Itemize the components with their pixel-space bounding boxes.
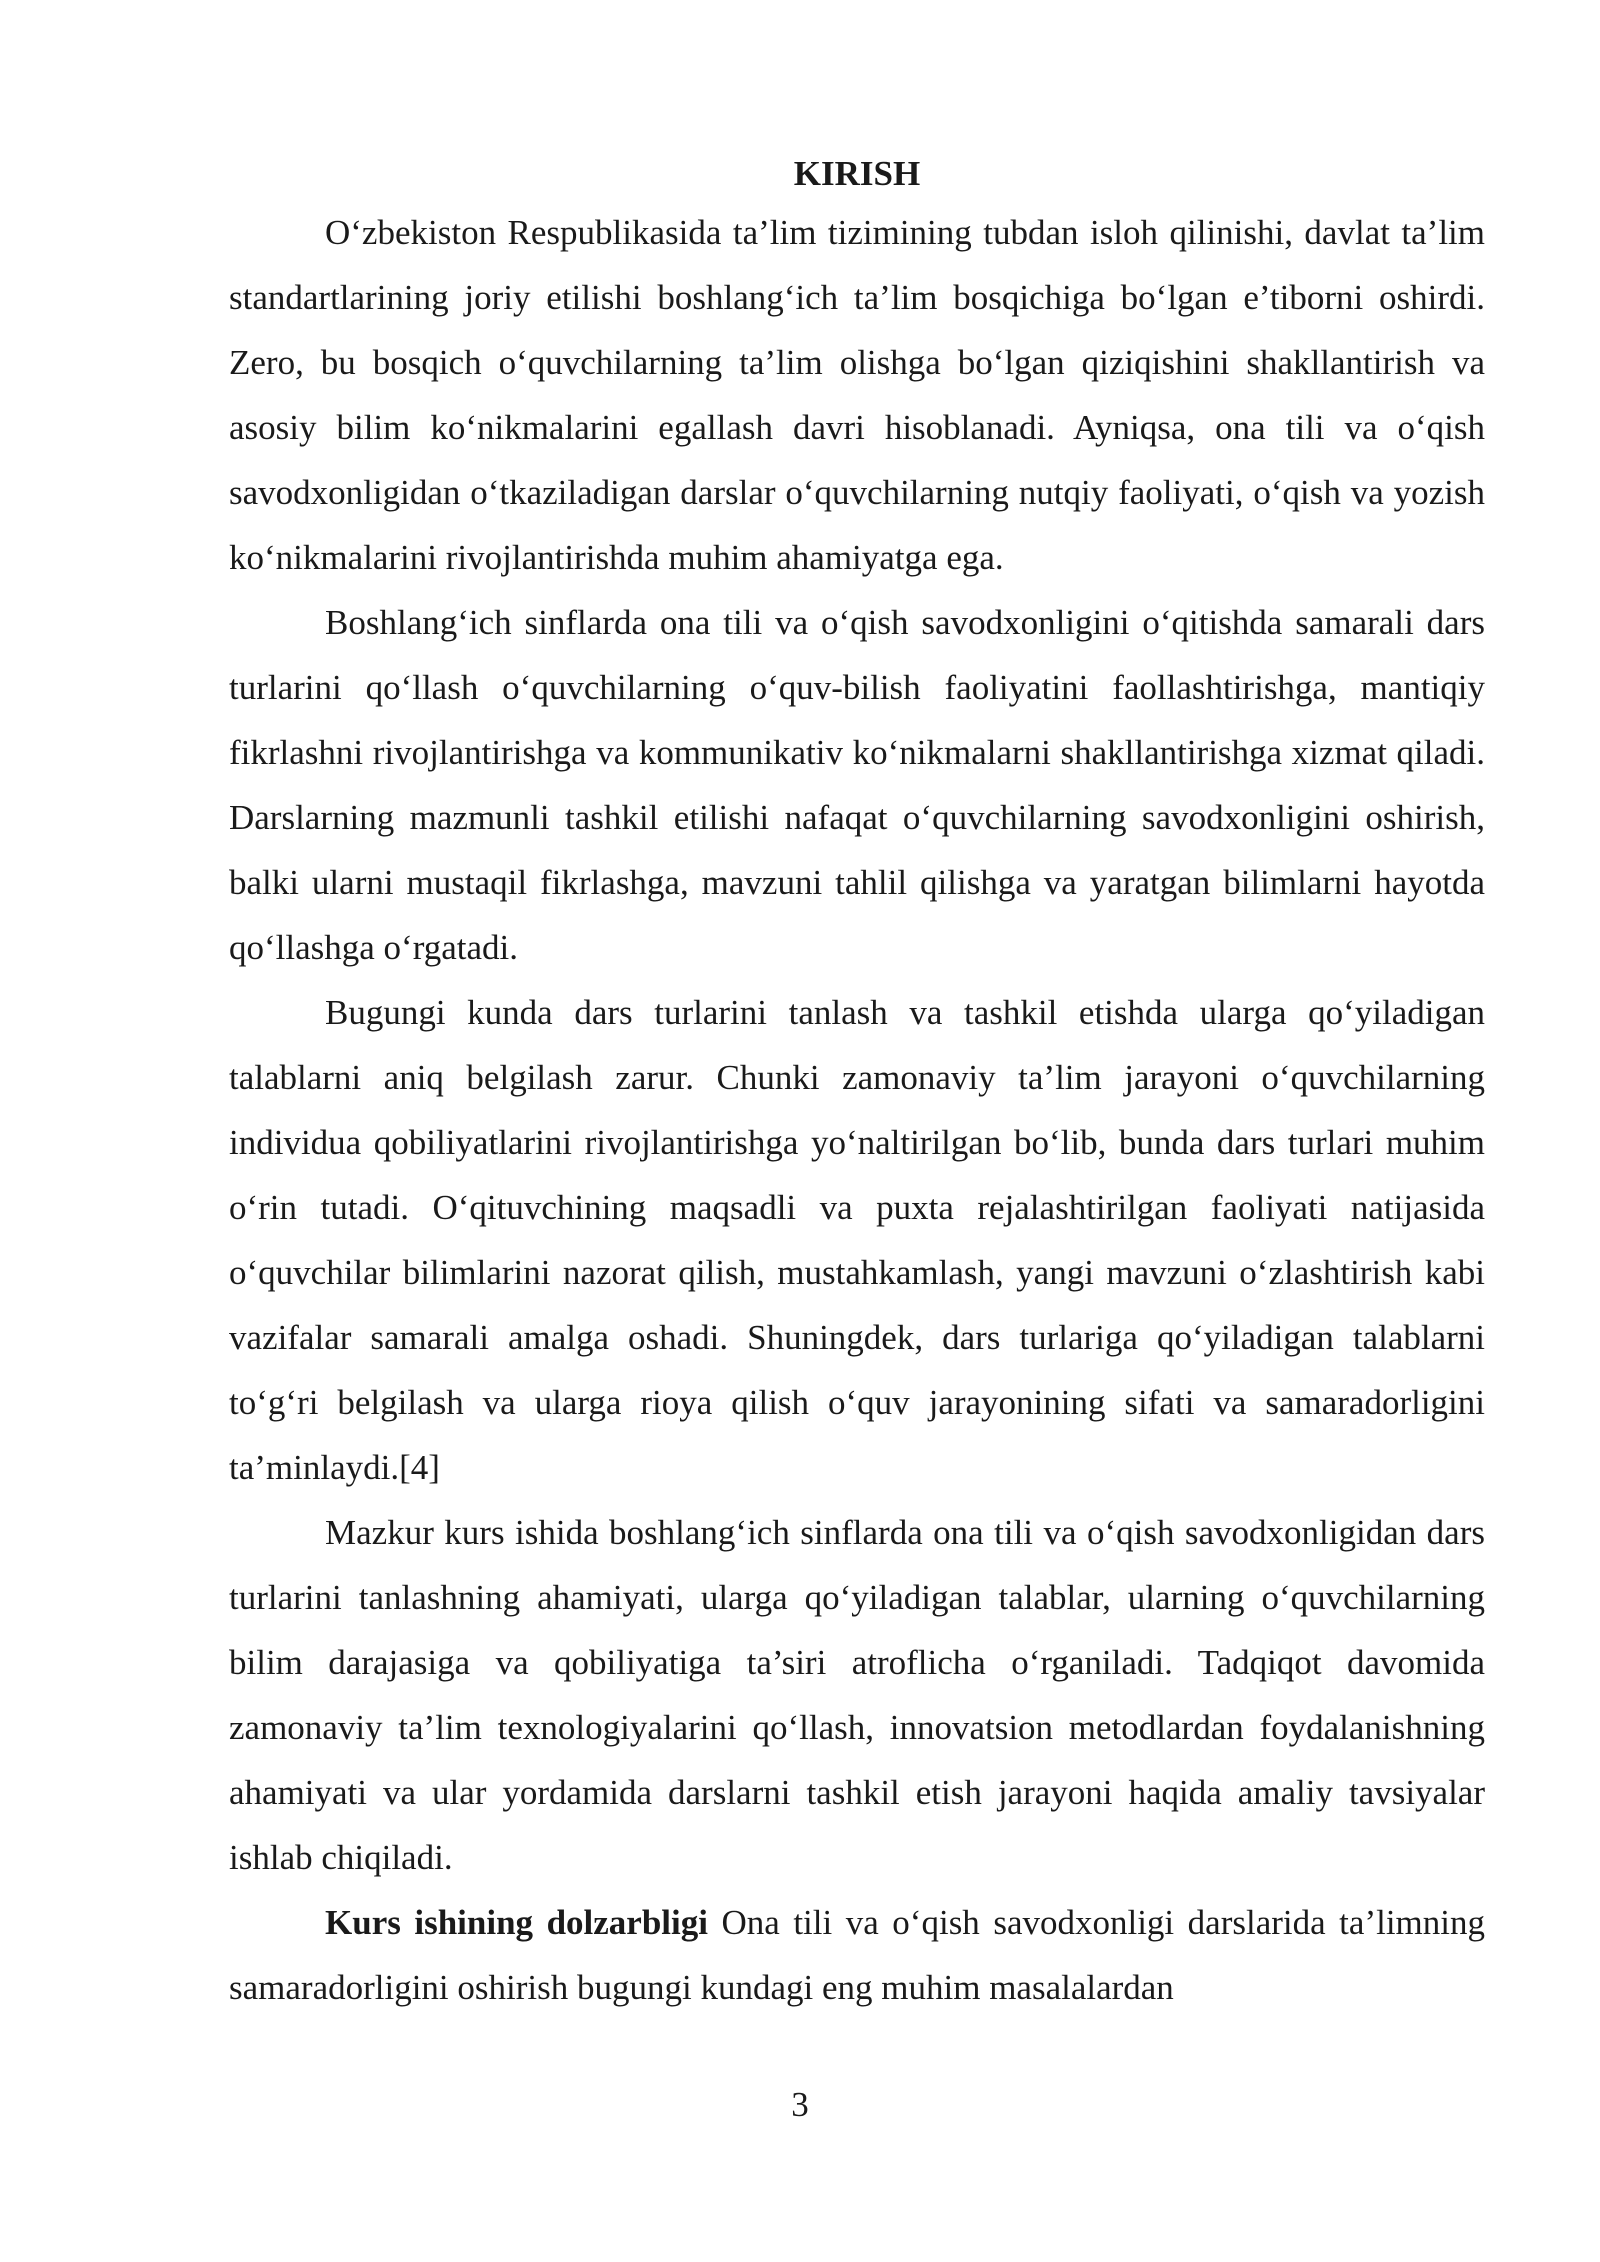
paragraph-5-text: Ona tili va o‘qish savodxonligi darslarida ta’limning samaradorligini oshirish bugungi kundagi eng muhim masalalardan: [229, 1903, 1485, 2007]
paragraph-2: Boshlang‘ich sinflarda ona tili va o‘qish savodxonligini o‘qitishda samarali dars turlarini qo‘llash o‘quvchilarning o‘quv-bilish faoliyatini faollashtirishga, mantiqiy fikrlashni rivojlantirishga va kommunikativ ko‘nikmalarni shakllantirishga xizmat qiladi. Darslarning mazmunli tashkil etilishi nafaqat o‘quvchilarning savodxonligini oshirish, balki ularni mustaqil fikrlashga, mavzuni tahlil qilishga va yaratgan bilimlarni hayotda qo‘llashga o‘rgatadi.: [229, 603, 1485, 967]
paragraph-4: Mazkur kurs ishida boshlang‘ich sinflarda ona tili va o‘qish savodxonligidan dars turlarini tanlashning ahamiyati, ularga qo‘yiladigan talablar, ularning o‘quvchilarning bilim darajasiga va qobiliyatiga ta’siri atroflicha o‘rganiladi. Tadqiqot davomida zamonaviy ta’lim texnologiyalarini qo‘llash, innovatsion metodlardan foydalanishning ahamiyati va ular yordamida darslarni tashkil etish jarayoni haqida amaliy tavsiyalar ishlab chiqiladi.: [229, 1513, 1485, 1877]
paragraph-5: [229, 1890, 1485, 2020]
page-number: 3: [791, 2085, 809, 2124]
section-title: KIRISH: [793, 154, 921, 193]
paragraph-3: Bugungi kunda dars turlarini tanlash va tashkil etishda ularga qo‘yiladigan talablarni aniq belgilash zarur. Chunki zamonaviy ta’lim jarayoni o‘quvchilarning individua qobiliyatlarini rivojlantirishga yo‘naltirilgan bo‘lib, bunda dars turlari muhim o‘rin tutadi. O‘qituvchining maqsadli va puxta rejalashtirilgan faoliyati natijasida o‘quvchilar bilimlarini nazorat qilish, mustahkamlash, yangi mavzuni o‘zlashtirish kabi vazifalar samarali amalga oshadi. Shuningdek, dars turlariga qo‘yiladigan talablarni to‘g‘ri belgilash va ularga rioya qilish o‘quv jarayonining sifati va samaradorligini ta’minlaydi.[4]: [229, 993, 1485, 1487]
paragraph-lead-heading: Kurs ishining dolzarbligi: [325, 1903, 708, 1942]
page-content: [229, 148, 1485, 2020]
paragraph-1: O‘zbekiston Respublikasida ta’lim tizimining tubdan isloh qilinishi, davlat ta’lim standartlarining joriy etilishi boshlang‘ich ta’lim bosqichiga bo‘lgan e’tiborni oshirdi. Zero, bu bosqich o‘quvchilarning ta’lim olishga bo‘lgan qiziqishini shakllantirish va asosiy bilim ko‘nikmalarini egallash davri hisoblanadi. Ayniqsa, ona tili va o‘qish savodxonligidan o‘tkaziladigan darslar o‘quvchilarning nutqiy faoliyati, o‘qish va yozish ko‘nikmalarini rivojlantirishda muhim ahamiyatga ega.: [229, 213, 1485, 577]
